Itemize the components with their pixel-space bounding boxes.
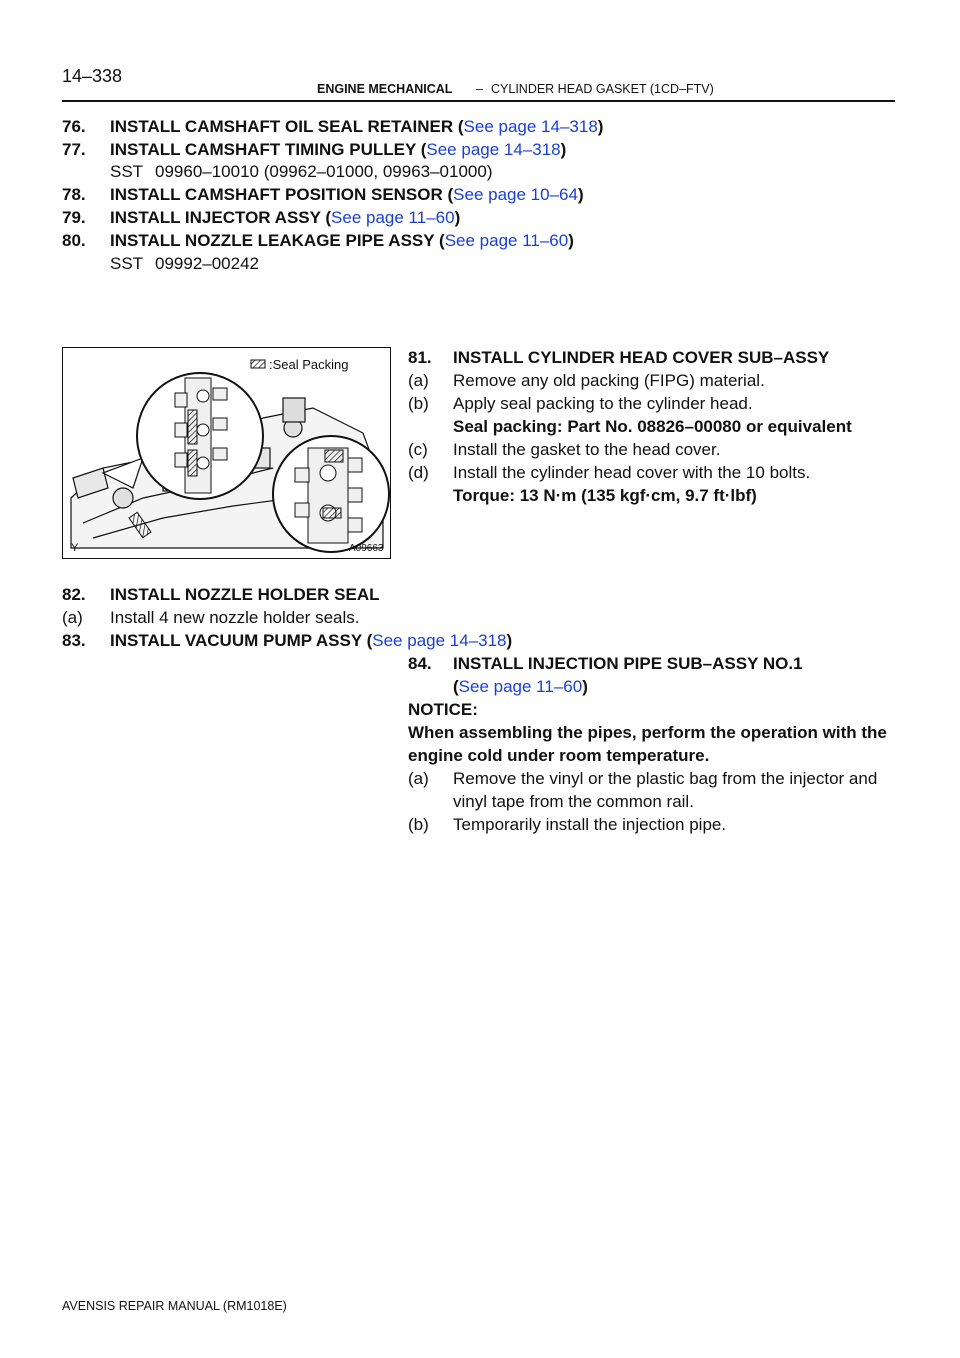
- see-page-link[interactable]: See page 14–318: [372, 631, 507, 650]
- step-84b: (b) Temporarily install the injection pipe.: [408, 815, 727, 834]
- sst-77: SST 09960–10010 (09962–01000, 09963–01000): [110, 162, 493, 181]
- notice-text-line-1: When assembling the pipes, perform the operation with the: [408, 723, 887, 742]
- step-77: 77. INSTALL CAMSHAFT TIMING PULLEY (See page 14–318): [62, 140, 567, 159]
- header-subsection: CYLINDER HEAD GASKET (1CD–FTV): [491, 82, 714, 96]
- step-80: 80. INSTALL NOZZLE LEAKAGE PIPE ASSY (See page 11–60): [62, 231, 574, 250]
- page-number: 14–338: [62, 66, 123, 86]
- step-78: 78. INSTALL CAMSHAFT POSITION SENSOR (See page 10–64): [62, 185, 584, 204]
- engine-illustration: [62, 347, 391, 559]
- see-page-link[interactable]: See page 14–318: [426, 140, 561, 159]
- footer-manual-id: AVENSIS REPAIR MANUAL (RM1018E): [62, 1299, 287, 1313]
- figure-code: A09663: [349, 543, 384, 554]
- step-84-ref: (See page 11–60): [453, 677, 588, 696]
- step-81-title: 81. INSTALL CYLINDER HEAD COVER SUB–ASSY: [408, 348, 830, 367]
- see-page-link[interactable]: See page 11–60: [458, 677, 583, 696]
- header-separator: –: [476, 82, 483, 96]
- torque-spec: Torque: 13 N·m (135 kgf·cm, 9.7 ft·lbf): [453, 486, 757, 505]
- seal-packing-swatch: [251, 360, 265, 368]
- step-81c: (c) Install the gasket to the head cover.: [408, 440, 721, 459]
- notice-label: NOTICE:: [408, 700, 478, 719]
- step-81a: (a) Remove any old packing (FIPG) material.: [408, 371, 765, 390]
- step-83: 83. INSTALL VACUUM PUMP ASSY (See page 14–318): [62, 631, 513, 650]
- step-82a: (a) Install 4 new nozzle holder seals.: [62, 608, 360, 627]
- sst-80: SST 09992–00242: [110, 254, 260, 273]
- seal-packing-spec: Seal packing: Part No. 08826–00080 or equivalent: [453, 417, 852, 436]
- seal-packing-diagram: [63, 348, 390, 558]
- notice-text-line-2: engine cold under room temperature.: [408, 746, 710, 765]
- header-section: ENGINE MECHANICAL: [317, 82, 453, 96]
- figure-corner-mark: Y: [71, 542, 79, 554]
- figure-legend: :Seal Packing: [269, 357, 349, 372]
- see-page-link[interactable]: See page 10–64: [453, 185, 578, 204]
- step-81b: (b) Apply seal packing to the cylinder head.: [408, 394, 753, 413]
- step-79: 79. INSTALL INJECTOR ASSY (See page 11–60): [62, 208, 461, 227]
- step-84a-cont: vinyl tape from the common rail.: [453, 792, 694, 811]
- see-page-link[interactable]: See page 14–318: [463, 117, 598, 136]
- header-rule: [62, 100, 895, 102]
- step-84-title: 84. INSTALL INJECTION PIPE SUB–ASSY NO.1: [408, 654, 803, 673]
- see-page-link[interactable]: See page 11–60: [331, 208, 455, 227]
- step-81d: (d) Install the cylinder head cover with the 10 bolts.: [408, 463, 811, 482]
- see-page-link[interactable]: See page 11–60: [444, 231, 569, 250]
- step-84a: (a) Remove the vinyl or the plastic bag from the injector and: [408, 769, 878, 788]
- step-76: 76. INSTALL CAMSHAFT OIL SEAL RETAINER (See page 14–318): [62, 117, 604, 136]
- step-82-title: 82. INSTALL NOZZLE HOLDER SEAL: [62, 585, 380, 604]
